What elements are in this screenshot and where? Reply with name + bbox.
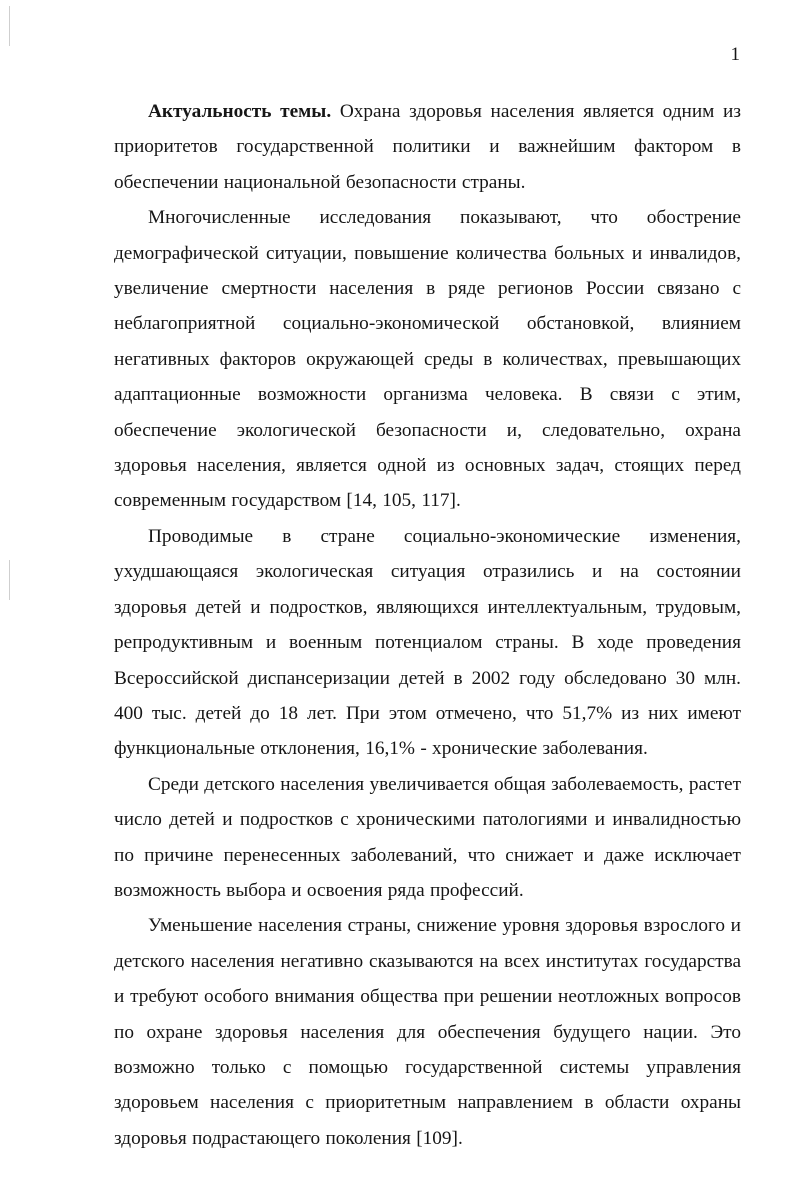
intro-paragraph (114, 94, 741, 200)
body-paragraph: Многочисленные исследования показывают, что обострение демографической ситуации, повышение количества больных и инвалидов, увеличение смертности населения в ряде регионов России связано с неблагоприятной социально-экономической обстановкой, влиянием негативных факторов окружающей среды в количествах, превышающих адаптационные возможности организма человека. В связи с этим, обеспечение экологической безопасности и, следовательно, охрана здоровья населения, является одной из основных задач, стоящих перед современным государством [14, 105, 117]. (114, 207, 741, 512)
body-paragraph: Проводимые в стране социально-экономические изменения, ухудшающаяся экологическая ситуация отразились и на состоянии здоровья детей и подростков, являющихся интеллектуальным, трудовым, репродуктивным и военным потенциалом страны. В ходе проведения Всероссийской диспансеризации детей в 2002 году обследовано 30 млн. 400 тыс. детей до 18 лет. При этом отмечено, что 51,7% из них имеют функциональные отклонения, 16,1% - хронические заболевания. (114, 525, 741, 760)
intro-text: Охрана здоровья населения является одним из приоритетов государственной политики и важнейшим фактором в обеспечении национальной безопасности страны. (114, 101, 741, 193)
document-body (114, 94, 741, 1156)
scan-edge-mark (9, 560, 10, 600)
body-paragraph: Среди детского населения увеличивается общая заболеваемость, растет число детей и подростков с хроническими патологиями и инвалидностью по причине перенесенных заболеваний, что снижает и даже исключает возможность выбора и освоения ряда профессий. (114, 773, 741, 901)
page-number: 1 (730, 44, 740, 65)
scan-edge-mark (9, 6, 10, 46)
body-paragraph: Уменьшение населения страны, снижение уровня здоровья взрослого и детского населения негативно сказываются на всех институтах государства и требуют особого внимания общества при решении неотложных вопросов по охране здоровья населения для обеспечения будущего нации. Это возможно только с помощью государственной системы управления здоровьем населения с приоритетным направлением в области охраны здоровья подрастающего поколения [109]. (114, 915, 741, 1149)
intro-heading: Актуальность темы. (148, 101, 332, 122)
